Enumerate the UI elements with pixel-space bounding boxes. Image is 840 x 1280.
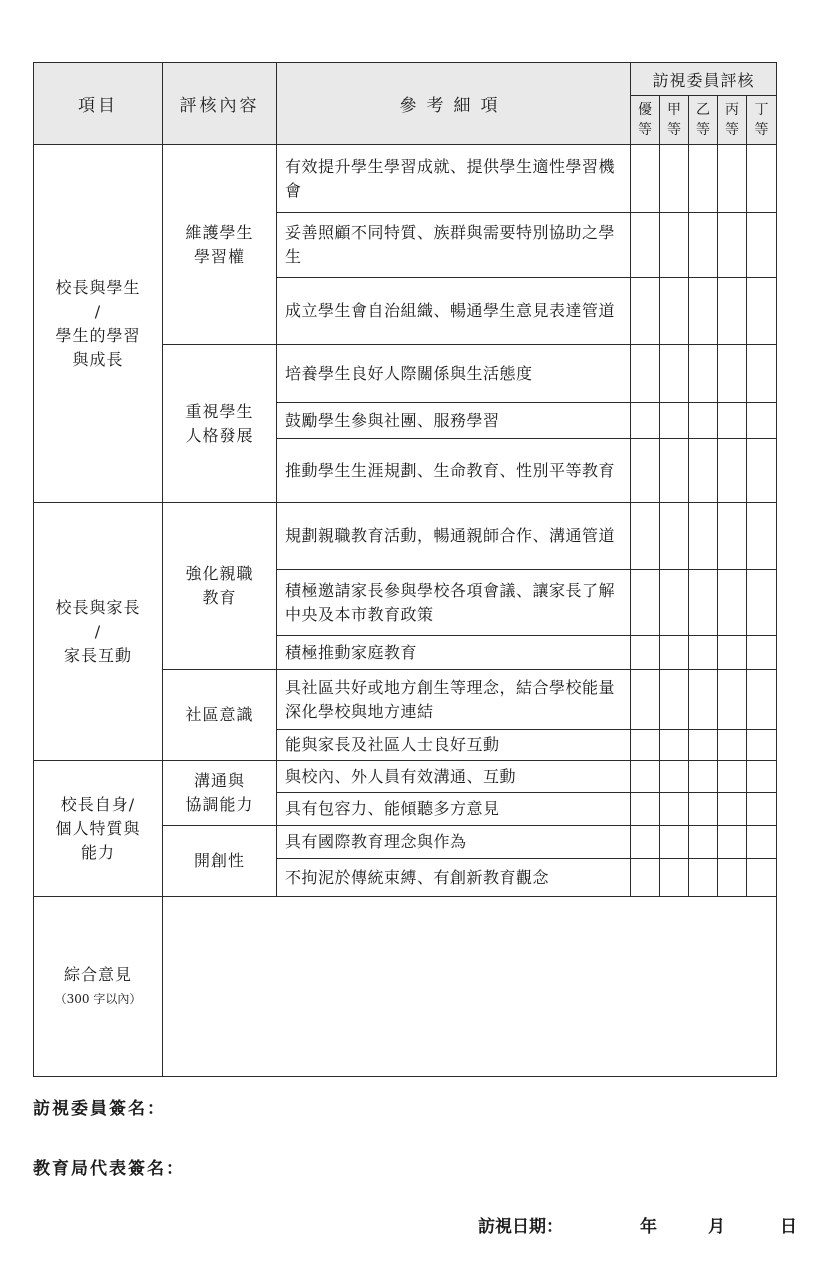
subcategory-community: 社區意識 bbox=[163, 670, 277, 761]
rating-cell[interactable] bbox=[660, 636, 689, 670]
subcategory-innovation: 開創性 bbox=[163, 826, 277, 897]
grade-d: 丁 等 bbox=[747, 96, 777, 145]
rating-cell[interactable] bbox=[631, 730, 660, 761]
rating-cell[interactable] bbox=[660, 570, 689, 636]
rating-cell[interactable] bbox=[747, 345, 777, 403]
header-evaluation: 訪視委員評核 bbox=[631, 63, 777, 96]
table-row bbox=[34, 761, 777, 793]
grade-b: 乙 等 bbox=[689, 96, 718, 145]
rating-cell[interactable] bbox=[631, 859, 660, 897]
rating-cell[interactable] bbox=[718, 439, 747, 503]
rating-cell[interactable] bbox=[631, 826, 660, 859]
rating-cell[interactable] bbox=[689, 145, 718, 213]
rating-cell[interactable] bbox=[689, 793, 718, 826]
rating-cell[interactable] bbox=[689, 345, 718, 403]
header-content: 評核內容 bbox=[163, 63, 277, 145]
rating-cell[interactable] bbox=[718, 403, 747, 439]
rating-cell[interactable] bbox=[689, 278, 718, 345]
rating-cell[interactable] bbox=[689, 439, 718, 503]
rating-cell[interactable] bbox=[689, 213, 718, 278]
rating-cell[interactable] bbox=[660, 213, 689, 278]
grade-c: 丙 等 bbox=[718, 96, 747, 145]
rating-cell[interactable] bbox=[718, 761, 747, 793]
rating-cell[interactable] bbox=[631, 761, 660, 793]
rating-cell[interactable] bbox=[631, 213, 660, 278]
rating-cell[interactable] bbox=[660, 503, 689, 570]
detail-item: 具有國際教育理念與作為 bbox=[277, 826, 631, 859]
date-year: 年 bbox=[640, 1217, 657, 1237]
detail-item: 規劃親職教育活動，暢通親師合作、溝通管道 bbox=[277, 503, 631, 570]
rating-cell[interactable] bbox=[747, 213, 777, 278]
rating-cell[interactable] bbox=[631, 793, 660, 826]
rating-cell[interactable] bbox=[718, 145, 747, 213]
rating-cell[interactable] bbox=[747, 730, 777, 761]
rating-cell[interactable] bbox=[747, 859, 777, 897]
detail-item: 積極邀請家長參與學校各項會議、讓家長了解中央及本市教育政策 bbox=[277, 570, 631, 636]
rating-cell[interactable] bbox=[660, 670, 689, 730]
subcategory-parenting-education: 強化親職 教育 bbox=[163, 503, 277, 670]
rating-cell[interactable] bbox=[660, 345, 689, 403]
category-personal: 校長自身/ 個人特質與 能力 bbox=[34, 761, 163, 897]
rating-cell[interactable] bbox=[660, 403, 689, 439]
rating-cell[interactable] bbox=[660, 145, 689, 213]
rating-cell[interactable] bbox=[631, 636, 660, 670]
detail-item: 能與家長及社區人士良好互動 bbox=[277, 730, 631, 761]
rating-cell[interactable] bbox=[689, 503, 718, 570]
rating-cell[interactable] bbox=[631, 439, 660, 503]
rating-cell[interactable] bbox=[747, 439, 777, 503]
rating-cell[interactable] bbox=[747, 403, 777, 439]
detail-item: 有效提升學生學習成就、提供學生適性學習機會 bbox=[277, 145, 631, 213]
detail-item: 與校內、外人員有效溝通、互動 bbox=[277, 761, 631, 793]
rating-cell[interactable] bbox=[747, 570, 777, 636]
rating-cell[interactable] bbox=[660, 859, 689, 897]
rating-cell[interactable] bbox=[631, 670, 660, 730]
rating-cell[interactable] bbox=[747, 503, 777, 570]
detail-item: 培養學生良好人際關係與生活態度 bbox=[277, 345, 631, 403]
evaluation-table bbox=[33, 62, 777, 1077]
rating-cell[interactable] bbox=[660, 439, 689, 503]
rating-cell[interactable] bbox=[718, 570, 747, 636]
header-detail: 參考細項 bbox=[277, 63, 631, 145]
grade-excellent: 優 等 bbox=[631, 96, 660, 145]
rating-cell[interactable] bbox=[747, 278, 777, 345]
rating-cell[interactable] bbox=[631, 345, 660, 403]
category-parents: 校長與家長 / 家長互動 bbox=[34, 503, 163, 761]
rating-cell[interactable] bbox=[718, 670, 747, 730]
subcategory-learning-rights: 維護學生 學習權 bbox=[163, 145, 277, 345]
summary-label: 綜合意見 （300 字以內） bbox=[34, 897, 163, 1077]
rating-cell[interactable] bbox=[631, 145, 660, 213]
rating-cell[interactable] bbox=[689, 570, 718, 636]
summary-comment-area[interactable] bbox=[163, 897, 777, 1077]
rating-cell[interactable] bbox=[660, 278, 689, 345]
bureau-signature-label: 教育局代表簽名： bbox=[33, 1159, 185, 1179]
rating-cell[interactable] bbox=[660, 730, 689, 761]
rating-cell[interactable] bbox=[689, 761, 718, 793]
summary-note: （300 字以內） bbox=[54, 991, 142, 1006]
rating-cell[interactable] bbox=[689, 826, 718, 859]
rating-cell[interactable] bbox=[747, 636, 777, 670]
date-month: 月 bbox=[708, 1217, 725, 1237]
detail-item: 積極推動家庭教育 bbox=[277, 636, 631, 670]
subcategory-communication: 溝通與 協調能力 bbox=[163, 761, 277, 826]
date-day: 日 bbox=[780, 1217, 797, 1237]
rating-cell[interactable] bbox=[718, 213, 747, 278]
subcategory-character: 重視學生 人格發展 bbox=[163, 345, 277, 503]
committee-signature-label: 訪視委員簽名： bbox=[33, 1099, 166, 1119]
rating-cell[interactable] bbox=[718, 826, 747, 859]
detail-item: 不拘泥於傳統束縛、有創新教育觀念 bbox=[277, 859, 631, 897]
rating-cell[interactable] bbox=[718, 278, 747, 345]
rating-cell[interactable] bbox=[631, 503, 660, 570]
rating-cell[interactable] bbox=[747, 761, 777, 793]
rating-cell[interactable] bbox=[660, 793, 689, 826]
rating-cell[interactable] bbox=[718, 636, 747, 670]
category-students: 校長與學生 / 學生的學習 與成長 bbox=[34, 145, 163, 503]
rating-cell[interactable] bbox=[747, 793, 777, 826]
table-row bbox=[34, 503, 777, 570]
rating-cell[interactable] bbox=[689, 636, 718, 670]
rating-cell[interactable] bbox=[718, 345, 747, 403]
header-item: 項目 bbox=[34, 63, 163, 145]
summary-row bbox=[34, 897, 777, 1077]
table-row bbox=[34, 145, 777, 213]
rating-cell[interactable] bbox=[689, 730, 718, 761]
rating-cell[interactable] bbox=[718, 859, 747, 897]
rating-cell[interactable] bbox=[718, 730, 747, 761]
grade-a: 甲 等 bbox=[660, 96, 689, 145]
rating-cell[interactable] bbox=[631, 570, 660, 636]
detail-item: 具社區共好或地方創生等理念，結合學校能量深化學校與地方連結 bbox=[277, 670, 631, 730]
detail-item: 妥善照顧不同特質、族群與需要特別協助之學生 bbox=[277, 213, 631, 278]
rating-cell[interactable] bbox=[747, 826, 777, 859]
rating-cell[interactable] bbox=[631, 403, 660, 439]
rating-cell[interactable] bbox=[747, 670, 777, 730]
rating-cell[interactable] bbox=[660, 826, 689, 859]
rating-cell[interactable] bbox=[689, 670, 718, 730]
detail-item: 具有包容力、能傾聽多方意見 bbox=[277, 793, 631, 826]
visit-date-label: 訪視日期： bbox=[478, 1217, 563, 1237]
rating-cell[interactable] bbox=[660, 761, 689, 793]
detail-item: 成立學生會自治組織、暢通學生意見表達管道 bbox=[277, 278, 631, 345]
rating-cell[interactable] bbox=[631, 278, 660, 345]
rating-cell[interactable] bbox=[718, 793, 747, 826]
detail-item: 推動學生生涯規劃、生命教育、性別平等教育 bbox=[277, 439, 631, 503]
rating-cell[interactable] bbox=[747, 145, 777, 213]
rating-cell[interactable] bbox=[689, 403, 718, 439]
rating-cell[interactable] bbox=[718, 503, 747, 570]
rating-cell[interactable] bbox=[689, 859, 718, 897]
detail-item: 鼓勵學生參與社團、服務學習 bbox=[277, 403, 631, 439]
